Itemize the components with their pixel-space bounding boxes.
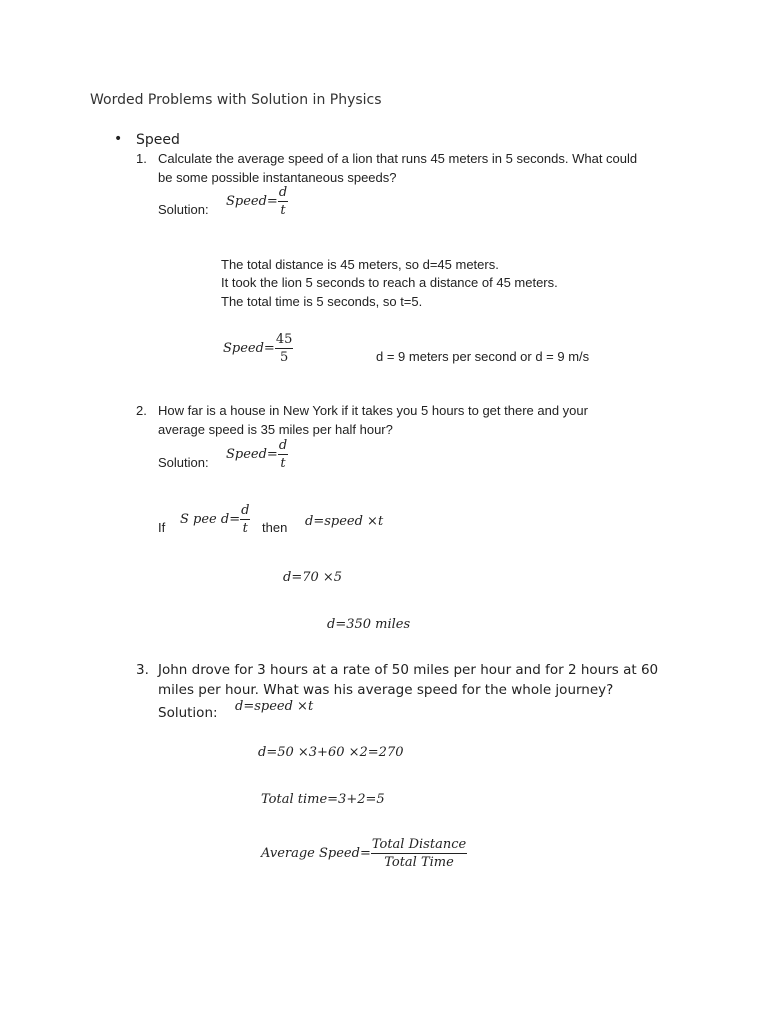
numerator: d (278, 185, 288, 200)
document-title: Worded Problems with Solution in Physics (90, 92, 382, 108)
denominator: 5 (279, 350, 289, 365)
fraction (275, 333, 294, 364)
explanation-line: The total distance is 45 meters, so d=45 meters. (221, 257, 499, 272)
average-speed-formula (261, 838, 467, 869)
denominator: t (280, 203, 286, 218)
solution-label: Solution: (158, 455, 209, 470)
speed-formula-if (180, 504, 250, 535)
problem-text-line: How far is a house in New York if it takes you 5 hours to get there and your (158, 403, 588, 418)
then-label: then (262, 520, 288, 535)
fraction (278, 439, 288, 470)
speed-formula (226, 186, 288, 217)
numerator: d (278, 438, 288, 453)
distance-formula: d=speed ×t (235, 699, 314, 714)
solution-label: Solution: (158, 202, 209, 217)
problem-number: 2. (136, 403, 147, 418)
fraction (371, 838, 467, 869)
numerator: Total Distance (371, 837, 467, 852)
speed-substitution (223, 333, 293, 364)
fraction (240, 504, 250, 535)
problem-text-line: average speed is 35 miles per half hour? (158, 422, 393, 437)
explanation-line: It took the lion 5 seconds to reach a distance of 45 meters. (221, 275, 558, 290)
formula-lhs: Speed= (226, 447, 278, 462)
formula-lhs: Average Speed= (261, 846, 371, 861)
distance-formula: d=speed ×t (305, 514, 384, 529)
speed-formula (226, 439, 288, 470)
if-label: If (158, 520, 166, 535)
numerator: 45 (275, 332, 293, 347)
denominator: t (242, 521, 248, 536)
distance-substitution: d=70 ×5 (283, 570, 343, 585)
denominator: t (280, 456, 286, 471)
answer: d = 9 meters per second or d = 9 m/s (376, 349, 590, 364)
problem-text-line: be some possible instantaneous speeds? (158, 170, 397, 185)
distance-result: d=350 miles (327, 617, 411, 632)
explanation-line: The total time is 5 seconds, so t=5. (221, 294, 423, 309)
total-time-computation: Total time=3+2=5 (261, 792, 385, 807)
distance-computation: d=50 ×3+60 ×2=270 (258, 745, 404, 760)
section-heading: Speed (136, 132, 180, 148)
formula-lhs: Speed= (226, 194, 278, 209)
formula-lhs: Speed= (223, 341, 275, 356)
solution-label: Solution: (158, 705, 218, 721)
bullet-icon: • (114, 131, 123, 147)
problem-text-line: John drove for 3 hours at a rate of 50 miles per hour and for 2 hours at 60 (158, 662, 659, 678)
denominator: Total Time (384, 855, 454, 870)
problem-text-line: miles per hour. What was his average speed for the whole journey? (158, 682, 614, 698)
fraction (278, 186, 288, 217)
problem-text-line: Calculate the average speed of a lion that runs 45 meters in 5 seconds. What could (158, 151, 638, 166)
problem-number: 1. (136, 151, 147, 166)
problem-number: 3. (136, 662, 149, 678)
numerator: d (241, 503, 250, 518)
formula-lhs: S pee d= (180, 512, 241, 527)
